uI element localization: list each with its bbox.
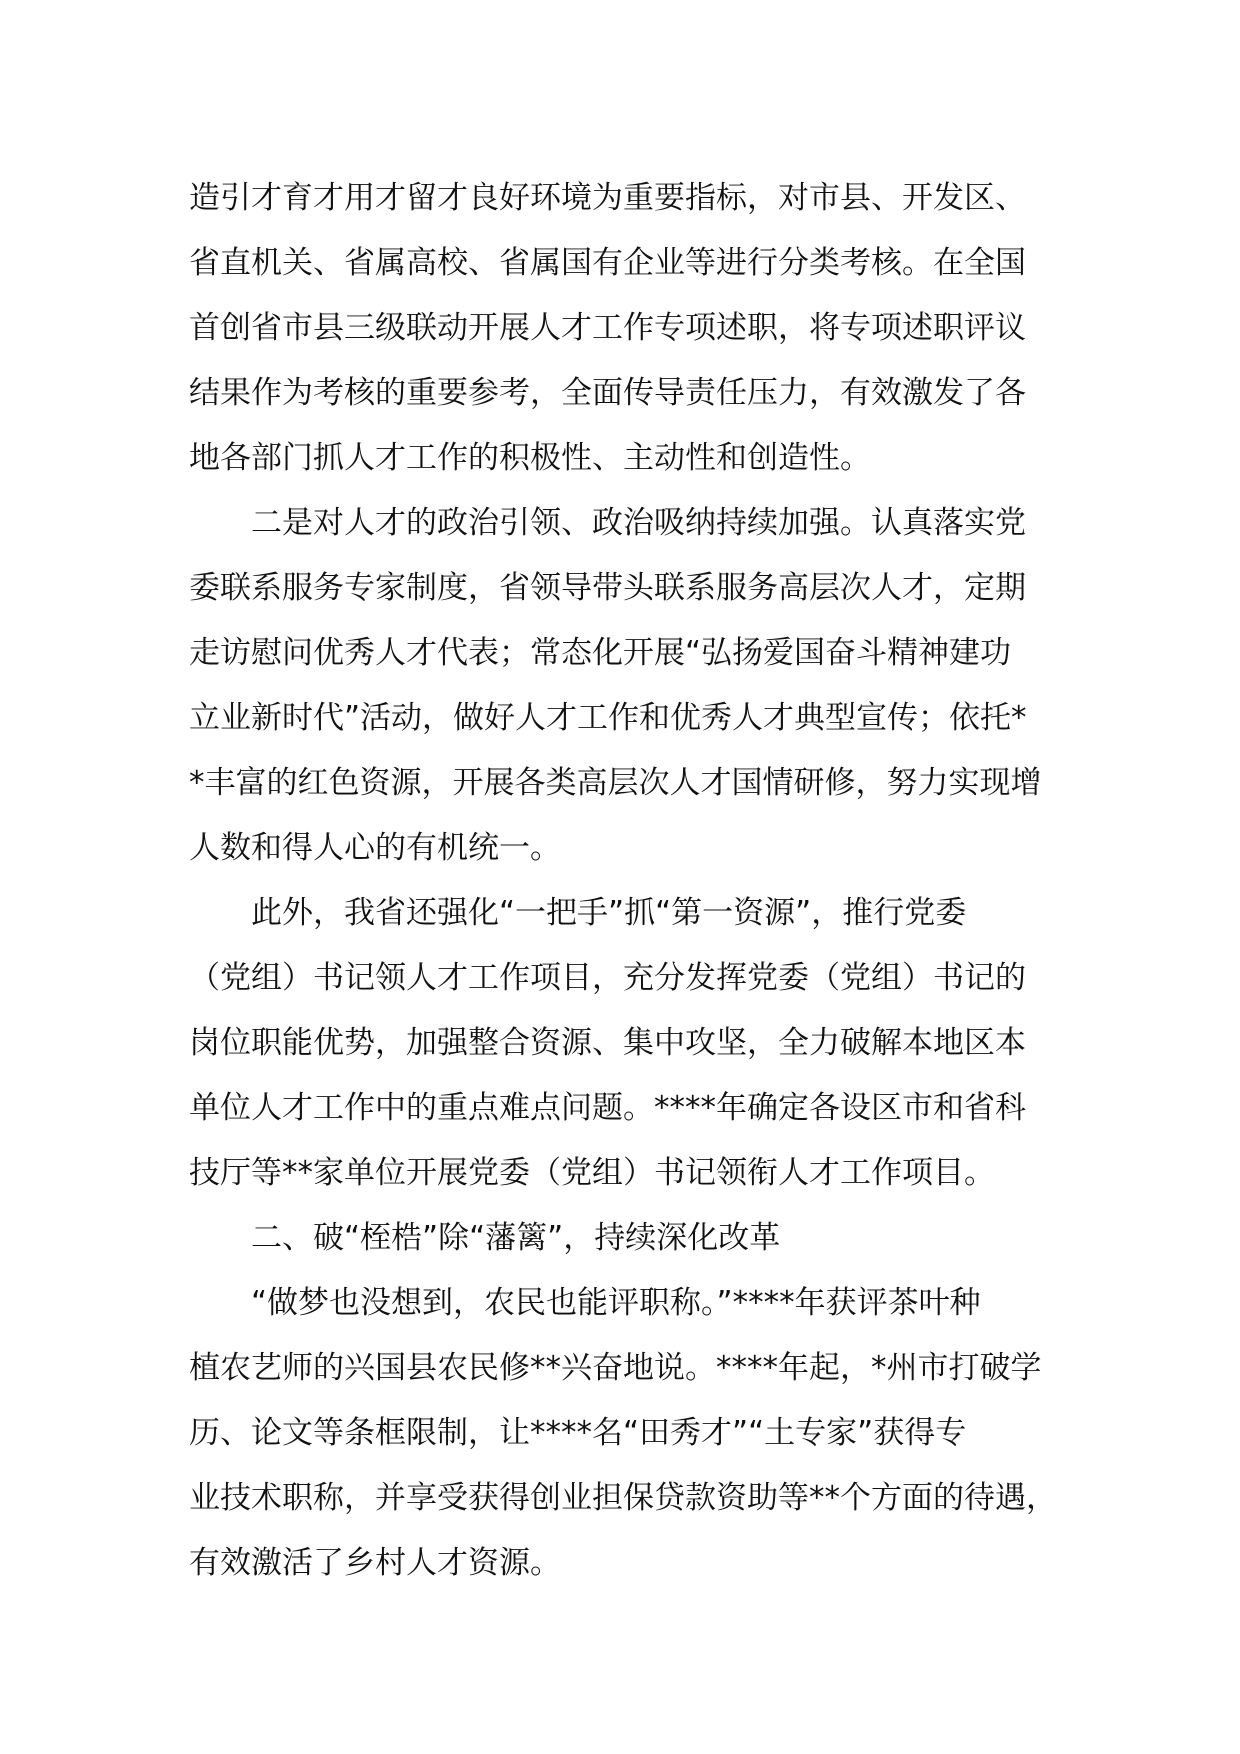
- section-heading: 二、破“桎梏”除“藩篱”，持续深化改革: [251, 1220, 781, 1256]
- paragraph-start-line: 二是对人才的政治引领、政治吸纳持续加强。认真落实党: [251, 505, 1026, 541]
- text-line: 立业新时代”活动，做好人才工作和优秀人才典型宣传；依托*: [189, 700, 1027, 736]
- body-text: [189, 166, 1069, 1596]
- text-line: 造引才育才用才留才良好环境为重要指标，对市县、开发区、: [189, 180, 1026, 216]
- text-line: 省直机关、省属高校、省属国有企业等进行分类考核。在全国: [189, 245, 1026, 281]
- text-line: 单位人才工作中的重点难点问题。****年确定各设区市和省科: [189, 1090, 1026, 1126]
- paragraph-start-line: 此外，我省还强化“一把手”抓“第一资源”，推行党委: [251, 895, 967, 931]
- text-line: *丰富的红色资源，开展各类高层次人才国情研修，努力实现增: [189, 765, 1042, 801]
- paragraph-start-line: “做梦也没想到，农民也能评职称。”****年获评茶叶种: [251, 1285, 981, 1321]
- text-line: （党组）书记领人才工作项目，充分发挥党委（党组）书记的: [189, 960, 1026, 996]
- text-line: 走访慰问优秀人才代表；常态化开展“弘扬爱国奋斗精神建功: [189, 635, 1012, 671]
- text-line: 人数和得人心的有机统一。: [189, 830, 561, 866]
- text-line: 地各部门抓人才工作的积极性、主动性和创造性。: [189, 440, 871, 476]
- text-line: 技厅等**家单位开展党委（党组）书记领衔人才工作项目。: [189, 1155, 995, 1191]
- text-line: 有效激活了乡村人才资源。: [189, 1545, 561, 1581]
- text-line: 结果作为考核的重要参考，全面传导责任压力，有效激发了各: [189, 375, 1026, 411]
- text-line: 首创省市县三级联动开展人才工作专项述职，将专项述职评议: [189, 310, 1026, 346]
- text-line: 历、论文等条框限制，让****名“田秀才”“土专家”获得专: [189, 1415, 967, 1451]
- text-line: 业技术职称，并享受获得创业担保贷款资助等**个方面的待遇，: [189, 1480, 1057, 1516]
- text-line: 植农艺师的兴国县农民修**兴奋地说。****年起，*州市打破学: [189, 1350, 1042, 1386]
- text-line: 委联系服务专家制度，省领导带头联系服务高层次人才，定期: [189, 570, 1026, 606]
- text-line: 岗位职能优势，加强整合资源、集中攻坚，全力破解本地区本: [189, 1025, 1026, 1061]
